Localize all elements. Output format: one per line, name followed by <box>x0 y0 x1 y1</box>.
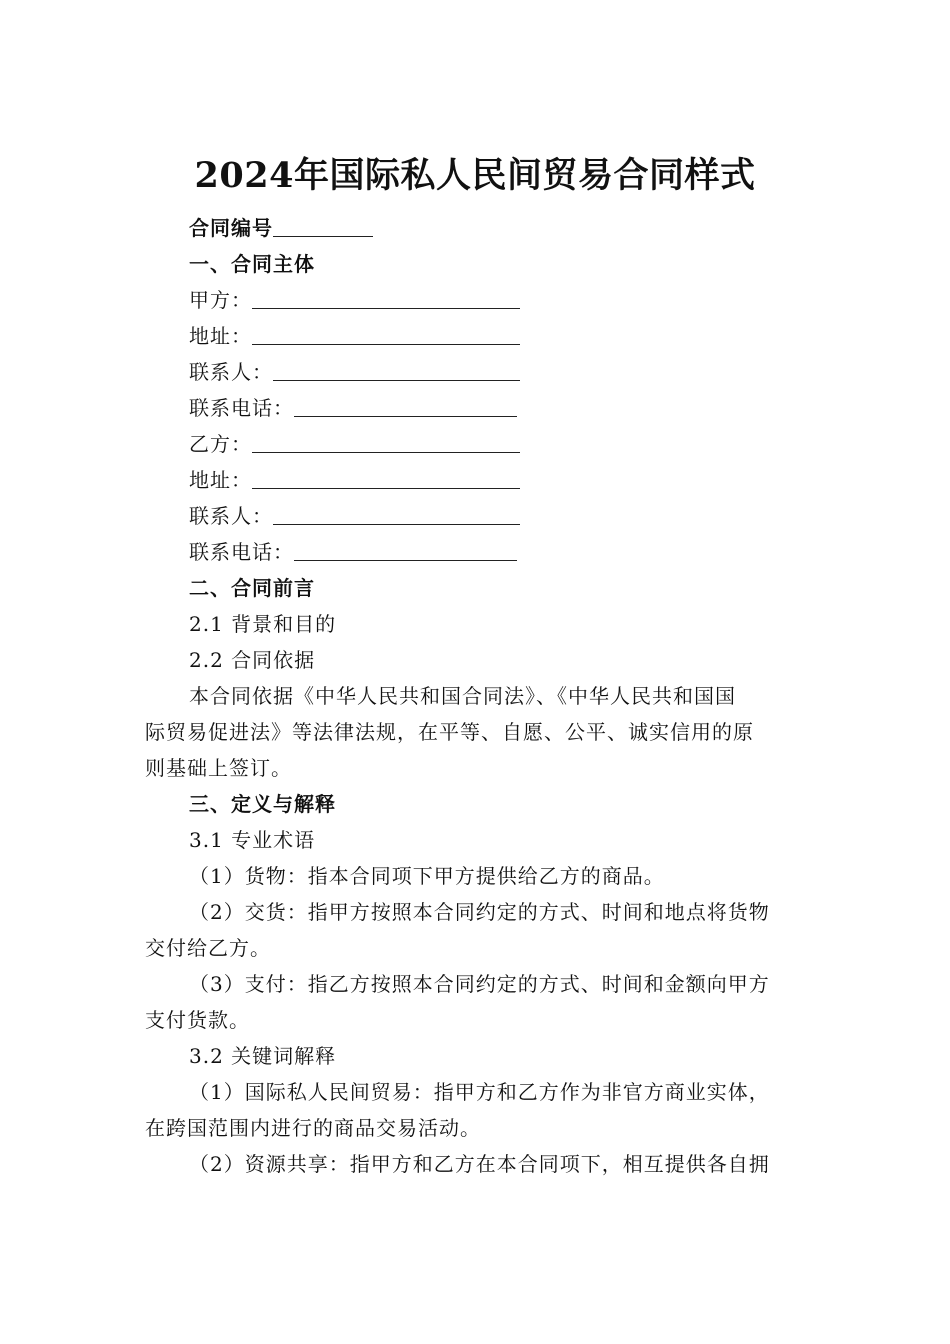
subsection-title: 3.2 关键词解释 <box>189 1044 337 1068</box>
definition-line: （2）交货：指甲方按照本合同约定的方式、时间和地点将货物 <box>189 900 770 924</box>
party-b-contact-field <box>145 498 807 534</box>
party-b-blank[interactable] <box>252 430 520 453</box>
field-label: 地址： <box>189 324 252 348</box>
subsection-title: 2.2 合同依据 <box>189 648 316 672</box>
field-label: 联系电话： <box>189 396 294 420</box>
party-b-phone-blank[interactable] <box>294 538 517 561</box>
paragraph-line: 本合同依据《中华人民共和国合同法》、《中华人民共和国国 <box>189 684 736 708</box>
contract-number-label: 合同编号 <box>189 216 273 240</box>
party-a-phone-blank[interactable] <box>294 394 517 417</box>
section-heading: 三、定义与解释 <box>189 792 336 816</box>
definition-line: （1）货物：指本合同项下甲方提供给乙方的商品。 <box>189 864 665 888</box>
subsection-title: 3.1 专业术语 <box>189 828 316 852</box>
party-a-address-blank[interactable] <box>252 322 520 345</box>
party-b-phone-field <box>145 534 807 570</box>
contract-number-blank[interactable] <box>273 214 373 237</box>
party-b-address-field <box>145 462 807 498</box>
field-label: 乙方： <box>189 432 252 456</box>
paragraph-line: 际贸易促进法》等法律法规，在平等、自愿、公平、诚实信用的原 <box>145 720 754 744</box>
field-label: 联系电话： <box>189 540 294 564</box>
party-b-field <box>145 426 807 462</box>
contract-number-line <box>145 210 807 246</box>
paragraph-line: 则基础上签订。 <box>145 756 292 780</box>
party-b-address-blank[interactable] <box>252 466 520 489</box>
subsection-title: 2.1 背景和目的 <box>189 612 337 636</box>
field-label: 联系人： <box>189 360 273 384</box>
party-a-address-field <box>145 318 807 354</box>
field-label: 甲方： <box>189 288 252 312</box>
section-heading: 一、合同主体 <box>189 252 315 276</box>
keyword-line: （2）资源共享：指甲方和乙方在本合同项下，相互提供各自拥 <box>189 1152 770 1176</box>
keyword-line: （1）国际私人民间贸易：指甲方和乙方作为非官方商业实体， <box>189 1080 770 1104</box>
section-heading: 二、合同前言 <box>189 576 315 600</box>
party-a-field <box>145 282 807 318</box>
party-b-contact-blank[interactable] <box>273 502 520 525</box>
party-a-blank[interactable] <box>252 286 520 309</box>
keyword-line: 在跨国范围内进行的商品交易活动。 <box>145 1116 481 1140</box>
party-a-phone-field <box>145 390 807 426</box>
party-a-contact-blank[interactable] <box>273 358 520 381</box>
field-label: 地址： <box>189 468 252 492</box>
definition-line: （3）支付：指乙方按照本合同约定的方式、时间和金额向甲方 <box>189 972 770 996</box>
document-title: 2024年国际私人民间贸易合同样式 <box>194 155 756 196</box>
field-label: 联系人： <box>189 504 273 528</box>
definition-line: 支付货款。 <box>145 1008 250 1032</box>
definition-line: 交付给乙方。 <box>145 936 271 960</box>
document-body <box>145 210 807 1182</box>
party-a-contact-field <box>145 354 807 390</box>
